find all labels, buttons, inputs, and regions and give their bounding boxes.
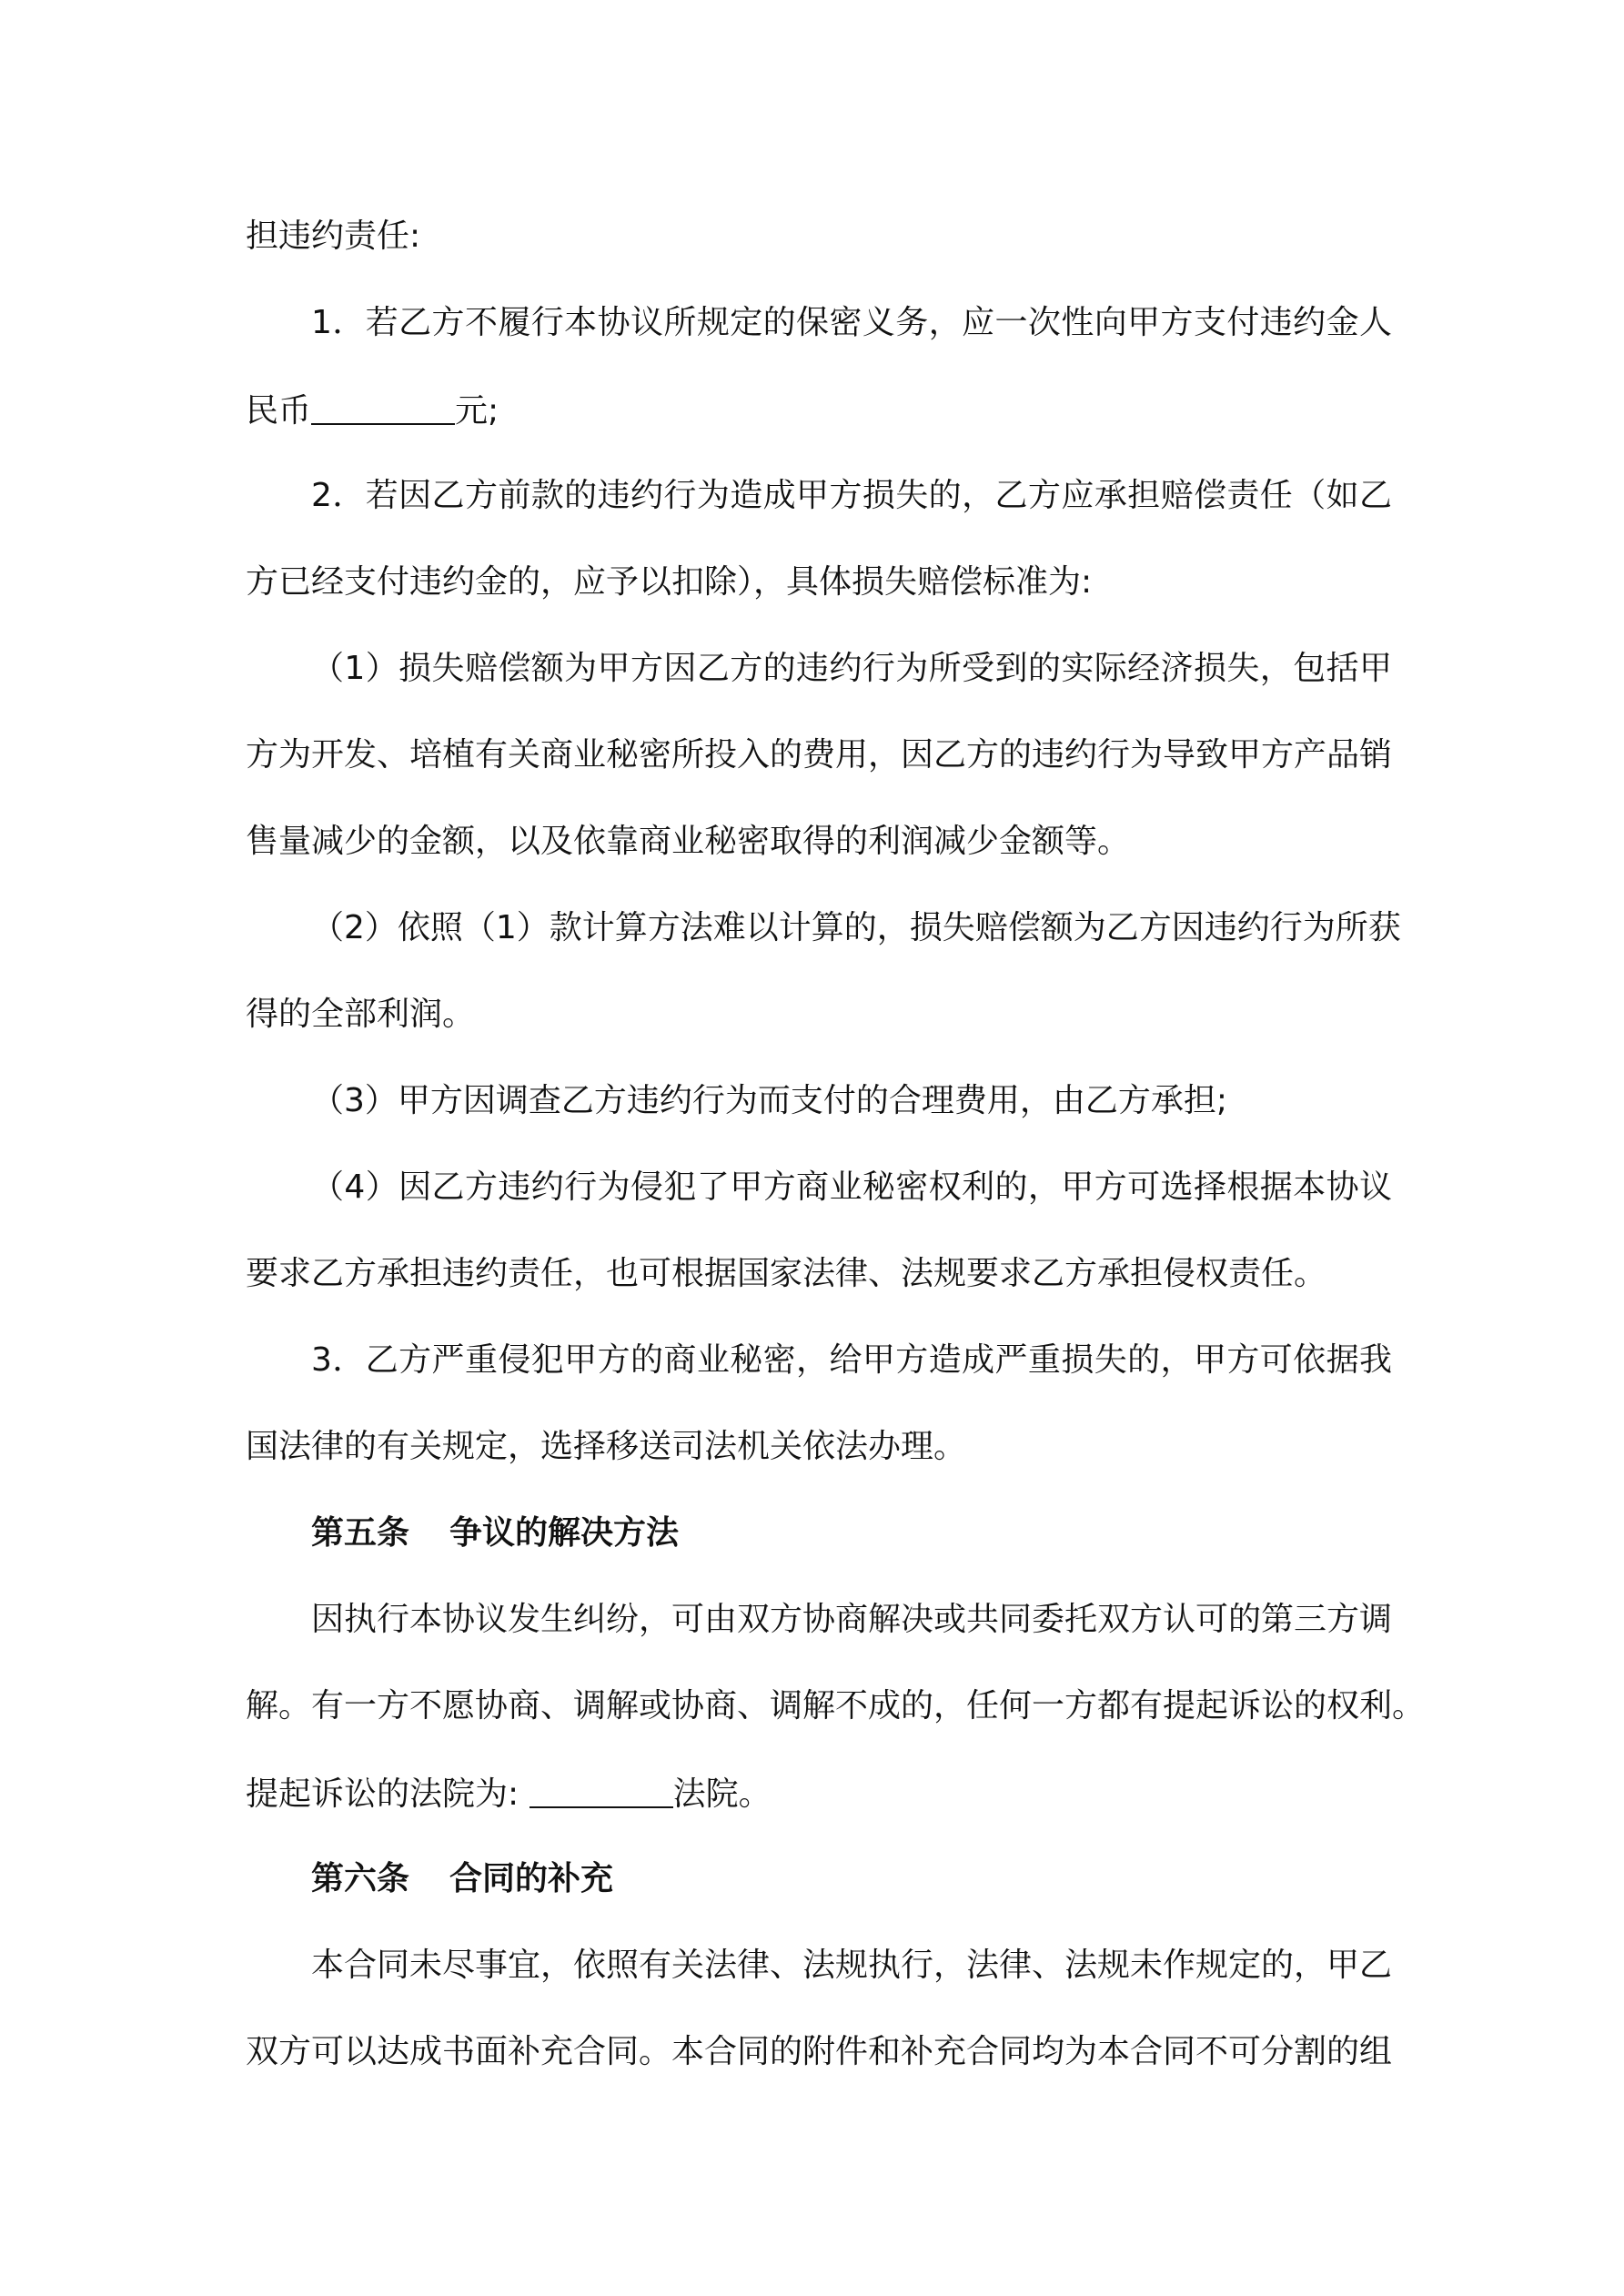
text-line [246,1772,1392,1816]
text-line: （4）因乙方违约行为侵犯了甲方商业秘密权利的，甲方可选择根据本协议 [311,1168,1392,1206]
text-line: （1）损失赔偿额为甲方因乙方的违约行为所受到的实际经济损失，包括甲 [311,650,1392,687]
text-line: 双方可以达成书面补充合同。本合同的附件和补充合同均为本合同不可分割的组 [246,2033,1393,2070]
article-title: 合同的补充 [449,1860,614,1897]
text-line [246,389,1392,432]
text-line: 解。有一方不愿协商、调解或协商、调解不成的，任何一方都有提起诉讼的权利。 [246,1687,1426,1725]
court-blank [530,1775,673,1808]
text-line: 售量减少的金额，以及依靠商业秘密取得的利润减少金额等。 [246,823,1131,860]
section-heading [246,1512,1392,1554]
text-line: 方已经支付违约金的，应予以扣除），具体损失赔偿标准为: [246,563,1093,601]
text-line: 3．乙方严重侵犯甲方的商业秘密，给甲方造成严重损失的，甲方可依据我 [311,1341,1392,1379]
text-fragment: 民币 [246,392,312,430]
article-number: 第六条 [311,1860,410,1897]
text-fragment: 法院。 [672,1775,772,1813]
text-line: 2．若因乙方前款的违约行为造成甲方损失的，乙方应承担赔偿责任（如乙 [311,477,1392,514]
text-line: （3）甲方因调查乙方违约行为而支付的合理费用，由乙方承担; [311,1082,1228,1119]
text-line: 1．若乙方不履行本协议所规定的保密义务，应一次性向甲方支付违约金人 [311,304,1392,341]
article-title: 争议的解决方法 [449,1514,680,1552]
text-fragment: 提起诉讼的法院为: [246,1775,519,1813]
section-heading [246,1858,1392,1900]
amount-blank [311,392,455,425]
text-line: 方为开发、培植有关商业秘密所投入的费用，因乙方的违约行为导致甲方产品销 [246,736,1393,774]
text-fragment: 元; [455,392,499,430]
text-line: 国法律的有关规定，选择移送司法机关依法办理。 [246,1428,967,1465]
text-line: 本合同未尽事宜，依照有关法律、法规执行，法律、法规未作规定的，甲乙 [311,1947,1393,1984]
text-line: 因执行本协议发生纠纷，可由双方协商解决或共同委托双方认可的第三方调 [311,1601,1393,1638]
article-number: 第五条 [311,1514,410,1552]
text-line: （2）依照（1）款计算方法难以计算的，损失赔偿额为乙方因违约行为所获 [311,909,1401,946]
text-line: 得的全部利润。 [246,996,476,1033]
text-line: 担违约责任: [246,217,421,255]
text-line: 要求乙方承担违约责任，也可根据国家法律、法规要求乙方承担侵权责任。 [246,1255,1327,1292]
